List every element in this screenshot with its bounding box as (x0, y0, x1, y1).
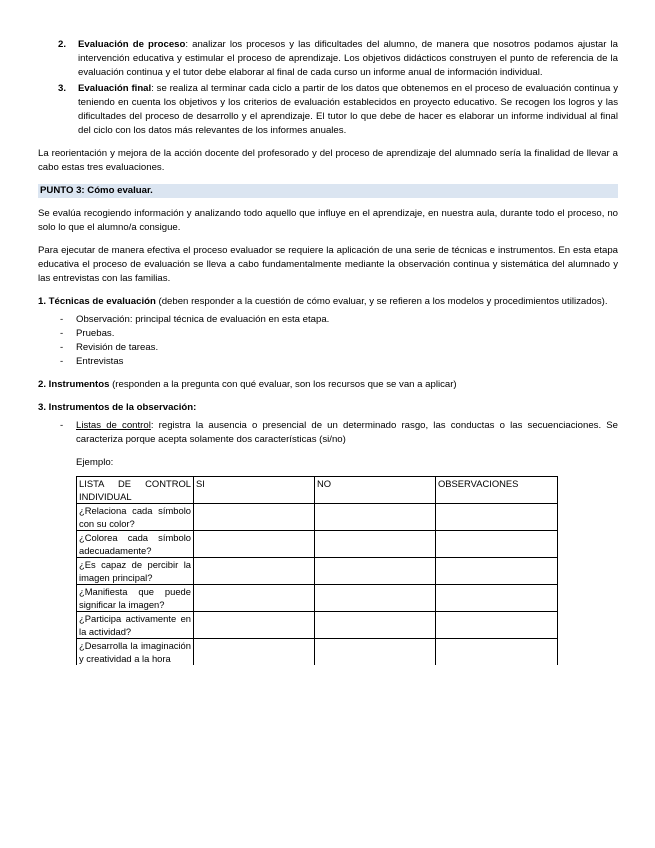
listas-term: Listas de control (76, 420, 151, 431)
tecnicas-term: 1. Técnicas de evaluación (38, 296, 156, 307)
list-number: 2. (58, 39, 67, 50)
table-row (77, 504, 558, 531)
instrumentos-observacion-heading (38, 401, 618, 415)
table-cell (315, 585, 436, 612)
list-item: - Revisión de tareas. (60, 342, 159, 353)
table-cell-question: ¿Es capaz de percibir la imagen principal? (77, 558, 194, 585)
list-item: - Pruebas. (60, 328, 115, 339)
table-cell (194, 585, 315, 612)
section-heading-punto-3: PUNTO 3: Cómo evaluar. (38, 184, 618, 198)
paragraph-se-evalua: Se evalúa recogiendo información y analizando todo aquello que influye en el aprendizaje, en nuestra aula, durante todo el proceso, no solo lo que el alumno/a consigue. (38, 208, 618, 233)
table-cell-question: ¿Manifiesta que puede significar la imagen? (77, 585, 194, 612)
instrumentos-term: 2. Instrumentos (38, 379, 110, 390)
table-cell (436, 612, 558, 639)
table-cell (194, 531, 315, 558)
table-cell (315, 639, 436, 666)
table-cell (315, 531, 436, 558)
table-cell-question: ¿Desarrolla la imaginación y creatividad a la hora (77, 639, 194, 666)
term: Evaluación final (78, 83, 152, 94)
table-cell (436, 639, 558, 666)
tecnicas-list (38, 313, 618, 369)
table-cell (436, 504, 558, 531)
paragraph-ejecutar: Para ejecutar de manera efectiva el proceso evaluador se requiere la aplicación de una serie de técnicas e instrumentos. En esta etapa educativa el proceso de evaluación se lleva a cabo fundamentalmente mediante la observación continua y sistemática del alumnado y las entrevistas con las familias. (38, 245, 618, 284)
list-item: - Observación: principal técnica de evaluación en esta etapa. (60, 314, 330, 325)
table-cell (194, 639, 315, 666)
table-cell (436, 585, 558, 612)
table-header-row (77, 477, 558, 504)
instrumentos-text: (responden a la pregunta con qué evaluar, son los recursos que se van a aplicar) (109, 379, 457, 390)
list-number: 3. (58, 83, 67, 94)
list-item: - Listas de control: registra la ausencia o presencial de un determinado rasgo, las conductas o las secuenciaciones. Se caracteriza porque acepta solamente dos características (si/no) (60, 420, 619, 445)
document-page (38, 38, 618, 665)
definition: : se realiza al terminar cada ciclo a partir de los datos que obtenemos en el proceso de evaluación continua y teniendo en cuenta los objetivos y los criterios de evaluación establecidos en proyecto educativo. Se recogen los logros y las dificultades del proceso de desarrollo y el aprendizaje. El tutor lo que debe de hacer es elaborar un informe individual al final del ciclo con los datos más relevantes de los informes anuales. (78, 83, 618, 136)
list-item-text: Entrevistas (76, 356, 124, 367)
table-cell (315, 558, 436, 585)
table-cell (194, 504, 315, 531)
list-item-text: Revisión de tareas. (76, 342, 159, 353)
table-cell-question: ¿Relaciona cada símbolo con su color? (77, 504, 194, 531)
table-cell (194, 612, 315, 639)
table-header: SI (194, 477, 315, 504)
table-cell (315, 504, 436, 531)
list-item-text: Observación: principal técnica de evaluación en esta etapa. (76, 314, 330, 325)
tecnicas-text: (deben responder a la cuestión de cómo evaluar, y se refieren a los modelos y procedimientos utilizados). (155, 296, 608, 307)
observacion-list (38, 419, 618, 447)
table-cell-question: ¿Participa activamente en la actividad? (77, 612, 194, 639)
instrumentos-observacion-term: 3. Instrumentos de la observación: (38, 402, 197, 413)
table-row (77, 612, 558, 639)
table-row (77, 531, 558, 558)
table-cell (436, 558, 558, 585)
ejemplo-label: Ejemplo: (76, 457, 114, 468)
term: Evaluación de proceso (78, 39, 186, 50)
definition: : analizar los procesos y las dificultades del alumno, de manera que nosotros podamos ajustar la intervención educativa y estimular el proceso de aprendizaje. Los objetivos didácticos construyen el punto de referencia de la evaluación continua y el tutor debe elaborar al final de cada curso un informe anual de información individual. (78, 39, 618, 78)
table-cell (194, 558, 315, 585)
table-cell (315, 612, 436, 639)
control-list-table (76, 476, 558, 665)
listas-text: : registra la ausencia o presencial de un determinado rasgo, las conductas o las secuenciaciones. Se caracteriza porque acepta solamente dos características (si/no) (76, 420, 619, 445)
table-header: OBSERVACIONES (436, 477, 558, 504)
table-row (77, 639, 558, 666)
table-row (77, 558, 558, 585)
list-item: - Entrevistas (60, 356, 124, 367)
instrumentos-paragraph (38, 378, 618, 392)
table-header: NO (315, 477, 436, 504)
tecnicas-paragraph (38, 295, 618, 309)
list-item (38, 82, 618, 138)
table-row (77, 585, 558, 612)
list-item (38, 38, 618, 80)
table-cell (436, 531, 558, 558)
table-header: LISTA DE CONTROL INDIVIDUAL (77, 477, 194, 504)
list-item-text: Pruebas. (76, 328, 115, 339)
table-cell-question: ¿Colorea cada símbolo adecuadamente? (77, 531, 194, 558)
paragraph-reorientacion: La reorientación y mejora de la acción docente del profesorado y del proceso de aprendizaje del alumnado sería la finalidad de llevar a cabo estas tres evaluaciones. (38, 148, 618, 173)
evaluation-types-list (38, 38, 618, 138)
